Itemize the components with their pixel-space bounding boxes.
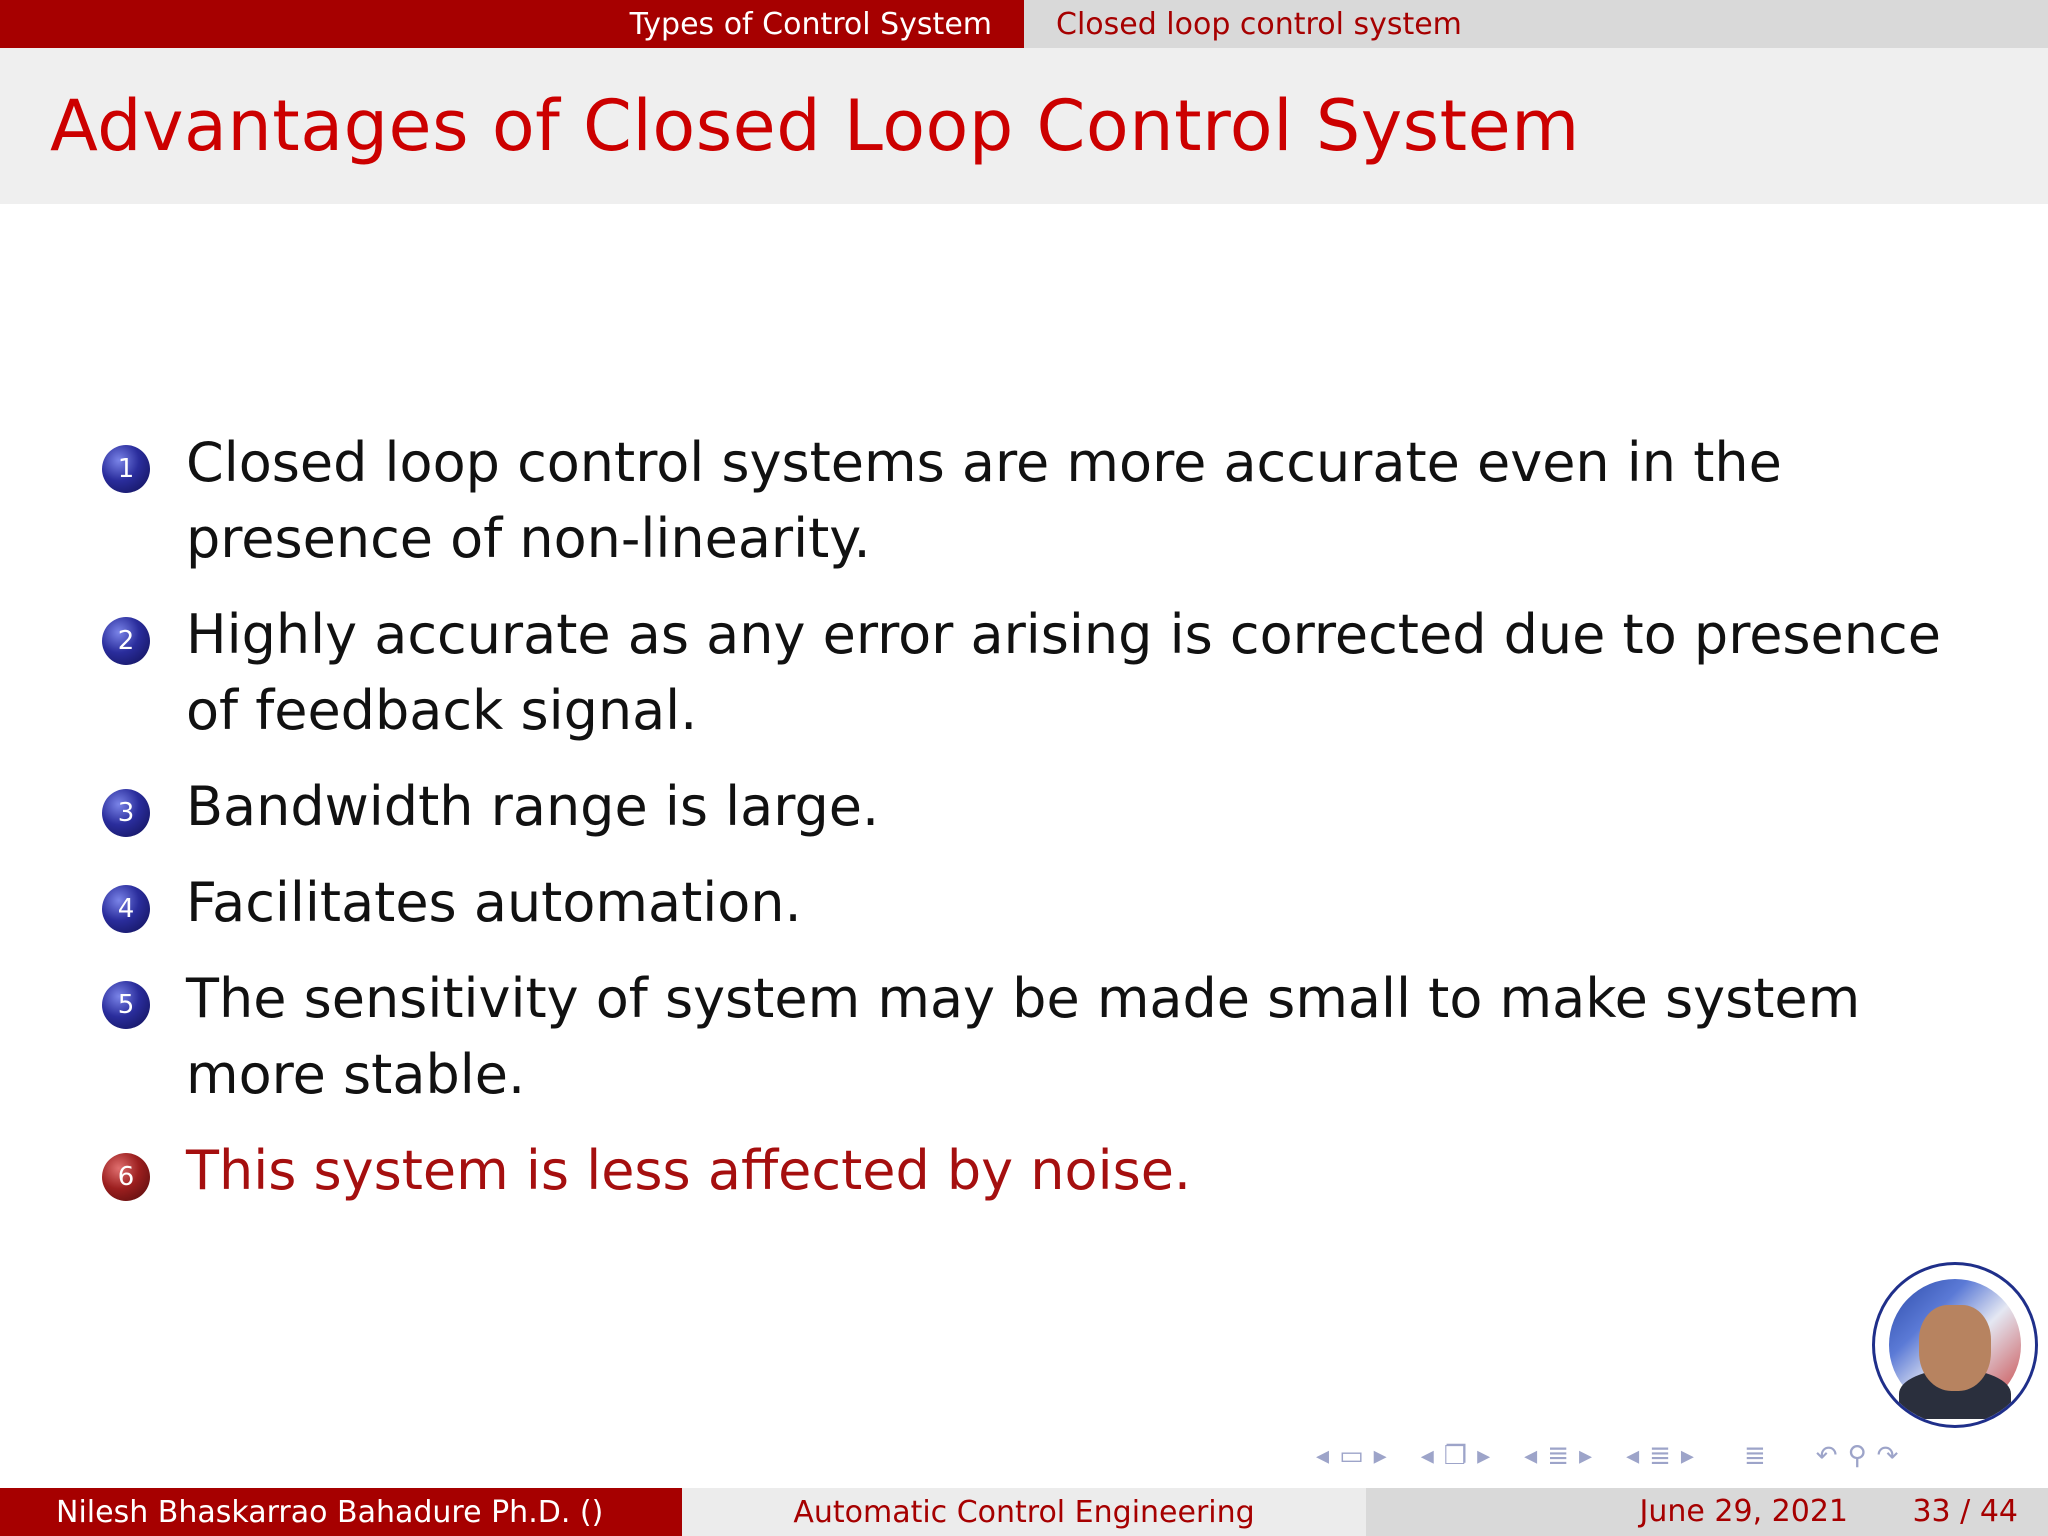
subsection-icon[interactable]: ≣ <box>1547 1441 1569 1471</box>
frame-title: Advantages of Closed Loop Control System <box>50 85 1580 167</box>
prev-slide-icon[interactable]: ◂ <box>1316 1441 1330 1471</box>
advantages-list <box>100 425 2000 1229</box>
footer-right <box>1366 1488 2048 1536</box>
prev-frame-icon[interactable]: ◂ <box>1420 1441 1434 1471</box>
list-item <box>100 597 2000 749</box>
frame-title-bar <box>0 48 2048 204</box>
item-text: Closed loop control systems are more accurate even in the presence of non-linearity. <box>186 431 1782 570</box>
subsection-link[interactable]: Closed loop control system <box>1024 0 2048 48</box>
item-text: Facilitates automation. <box>186 871 802 934</box>
prev-section-icon[interactable]: ◂ <box>1626 1441 1640 1471</box>
item-text: This system is less affected by noise. <box>186 1139 1192 1202</box>
next-subsection-icon[interactable]: ▸ <box>1579 1441 1593 1471</box>
item-number-badge: 1 <box>102 445 150 493</box>
item-number-badge: 6 <box>102 1153 150 1201</box>
list-item <box>100 961 2000 1113</box>
slide-icon[interactable]: ▭ <box>1339 1441 1364 1471</box>
footer-date: June 29, 2021 <box>1639 1494 1848 1529</box>
section-icon[interactable]: ≣ <box>1649 1441 1671 1471</box>
list-item <box>100 865 2000 941</box>
item-text: The sensitivity of system may be made small to make system more stable. <box>186 967 1861 1106</box>
list-item <box>100 425 2000 577</box>
document-icon[interactable]: ≣ <box>1743 1441 1766 1471</box>
item-number-badge: 2 <box>102 617 150 665</box>
academy-logo <box>1872 1262 2038 1428</box>
footer-title: Automatic Control Engineering <box>682 1488 1366 1536</box>
forward-icon[interactable]: ↷ <box>1876 1441 1899 1471</box>
footer-bar <box>0 1488 2048 1536</box>
beamer-navigation-symbols <box>1316 1438 2036 1474</box>
list-item <box>100 769 2000 845</box>
search-icon[interactable]: ⚲ <box>1847 1441 1867 1471</box>
footer-author: Nilesh Bhaskarrao Bahadure Ph.D. () <box>0 1488 682 1536</box>
next-frame-icon[interactable]: ▸ <box>1477 1441 1491 1471</box>
item-text: Highly accurate as any error arising is corrected due to presence of feedback signal. <box>186 603 1941 742</box>
logo-portrait-face <box>1919 1305 1991 1391</box>
item-text: Bandwidth range is large. <box>186 775 880 838</box>
list-item-highlighted <box>100 1133 2000 1209</box>
section-link[interactable]: Types of Control System <box>0 0 1024 48</box>
back-icon[interactable]: ↶ <box>1815 1441 1838 1471</box>
next-slide-icon[interactable]: ▸ <box>1373 1441 1387 1471</box>
item-number-badge: 3 <box>102 789 150 837</box>
prev-subsection-icon[interactable]: ◂ <box>1524 1441 1538 1471</box>
item-number-badge: 4 <box>102 885 150 933</box>
top-navigation-bar <box>0 0 2048 48</box>
frame-icon[interactable]: ❐ <box>1443 1441 1468 1471</box>
next-section-icon[interactable]: ▸ <box>1680 1441 1694 1471</box>
page-number: 33 / 44 <box>1912 1494 2018 1529</box>
item-number-badge: 5 <box>102 981 150 1029</box>
